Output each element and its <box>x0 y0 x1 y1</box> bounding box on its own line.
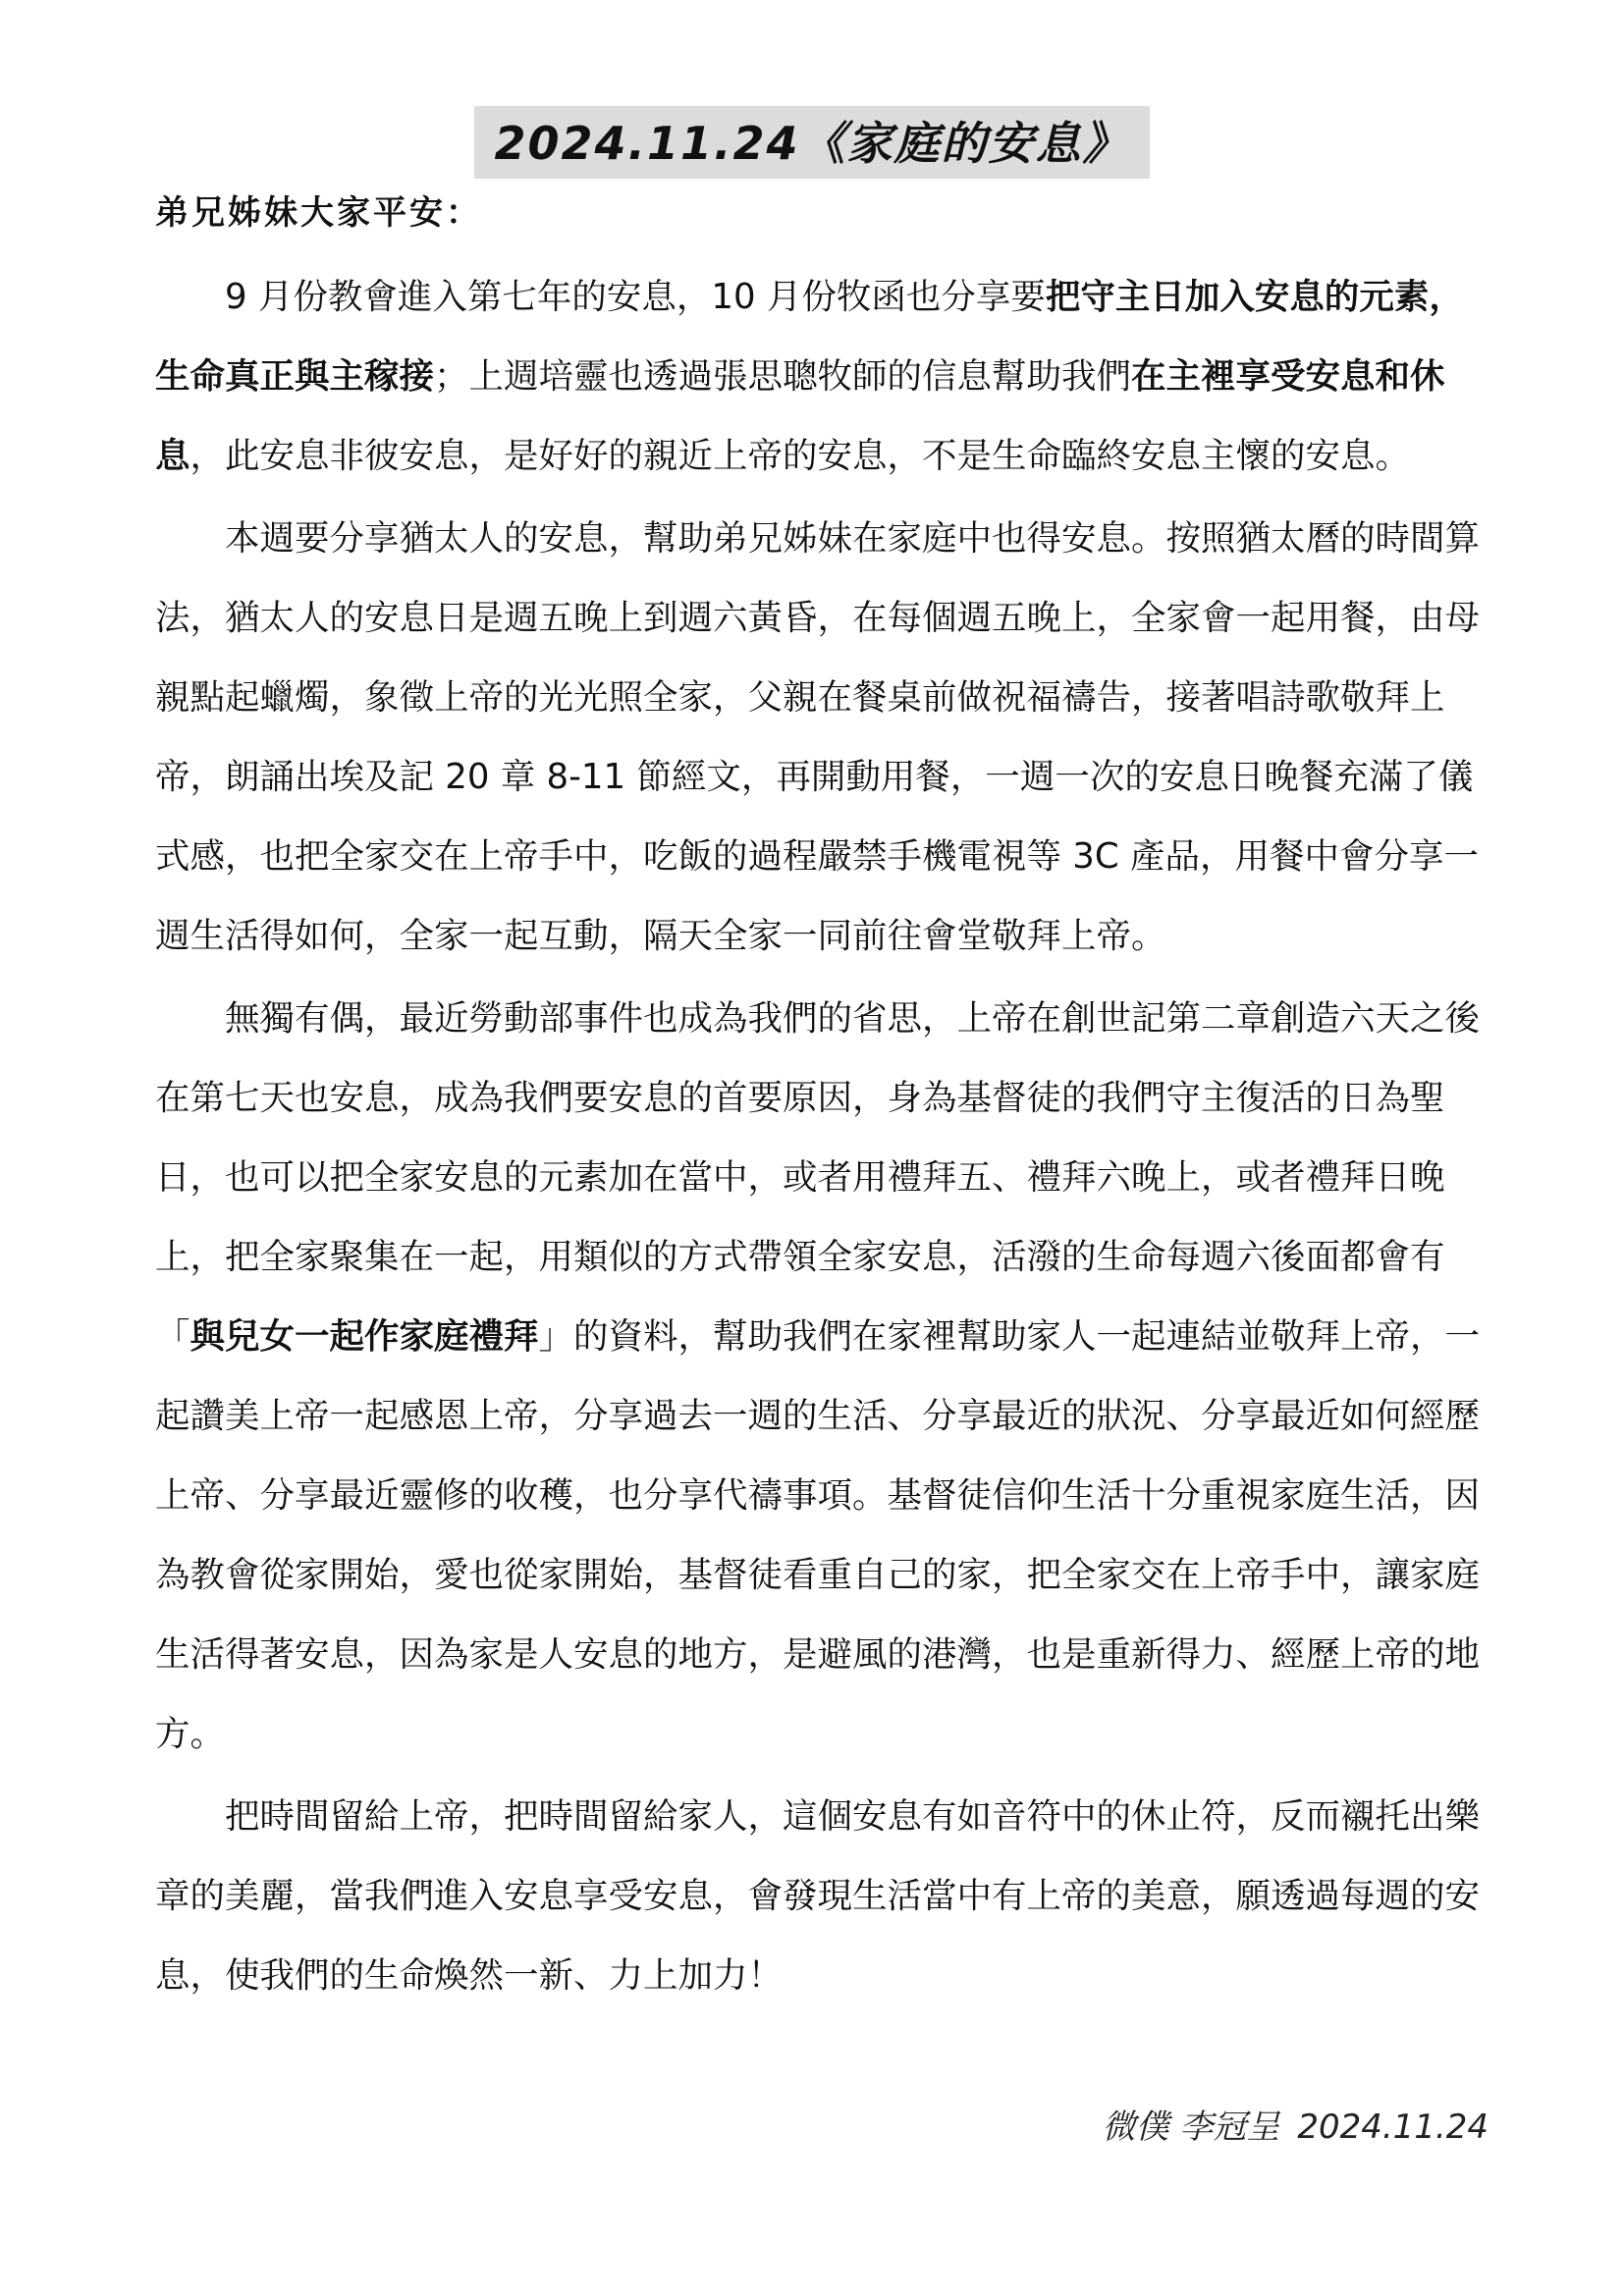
paragraph-text: ；上週培靈也透過張思聰牧師的信息幫助我們 <box>434 356 1132 397</box>
page-title: 2024.11.24《家庭的安息》 <box>474 106 1149 179</box>
paragraph-text: ，此安息非彼安息，是好好的親近上帝的安息，不是生命臨終安息主懷的安息。 <box>189 436 1411 476</box>
signature-name: 微僕 李冠呈 <box>1102 2108 1280 2147</box>
paragraph-text: 無獨有偶，最近勞動部事件也成為我們的省思，上帝在創世記第二章創造六天之後在第七天也安息，成為我們要安息的首要原因，身為基督徒的我們守主復活的日為聖日，也可以把全家安息的元素加在當中，或者用禮拜五、禮拜六晚上，或者禮拜日晚上，把全家聚集在一起，用類似的方式帶領全家安息，活潑的生命每週六後面都會有「 <box>155 998 1481 1357</box>
signature <box>1103 2103 1489 2152</box>
title-block <box>0 106 1624 179</box>
paragraph-text: 」的資料，幫助我們在家裡幫助家人一起連結並敬拜上帝，一起讚美上帝一起感恩上帝，分享過去一週的生活、分享最近的狀況、分享最近如何經歷上帝、分享最近靈修的收穫，也分享代禱事項。基督徒信仰生活十分重視家庭生活，因為教會從家開始，愛也從家開始，基督徒看重自己的家，把全家交在上帝手中，讓家庭生活得著安息，因為家是人安息的地方，是避風的港灣，也是重新得力、經歷上帝的地方。 <box>155 1316 1481 1754</box>
emphasis-text: 把守主日加入安息的元素，生命真正與主稼接 <box>155 277 1464 397</box>
paragraph-text: 把時間留給上帝，把時間留給家人，這個安息有如音符中的休止符，反而襯托出樂章的美麗，當我們進入安息享受安息，會發現生活當中有上帝的美意，願透過每週的安息，使我們的生命煥然一新、力上加力！ <box>155 1796 1481 1996</box>
paragraph <box>155 499 1487 976</box>
paragraph-text: 9 月份教會進入第七年的安息，10 月份牧函也分享要 <box>225 277 1046 317</box>
greeting: 弟兄姊妹大家平安： <box>155 193 482 233</box>
paragraph <box>155 979 1487 1774</box>
paragraph-text: 本週要分享猶太人的安息，幫助弟兄姊妹在家庭中也得安息。按照猶太曆的時間算法，猶太人的安息日是週五晚上到週六黃昏，在每個週五晚上，全家會一起用餐，由母親點起蠟燭，象徵上帝的光光照全家，父親在餐桌前做祝福禱告，接著唱詩歌敬拜上帝，朗誦出埃及記 20 章 8-11 節經文，再開動用餐，一週一次的安息日晚餐充滿了儀式感，也把全家交在上帝手中，吃飯的過程嚴禁手機電視等 3C 產品，用餐中會分享一週生活得如何，全家一起互動，隔天全家一同前往會堂敬拜上帝。 <box>155 518 1481 956</box>
letter-body <box>155 257 1487 2018</box>
paragraph <box>155 257 1487 496</box>
paragraph <box>155 1777 1487 2015</box>
emphasis-text: 與兒女一起作家庭禮拜 <box>189 1316 539 1357</box>
signature-date: 2024.11.24 <box>1297 2108 1489 2147</box>
emphasis-text: 在主裡享受安息和休息 <box>155 356 1445 476</box>
